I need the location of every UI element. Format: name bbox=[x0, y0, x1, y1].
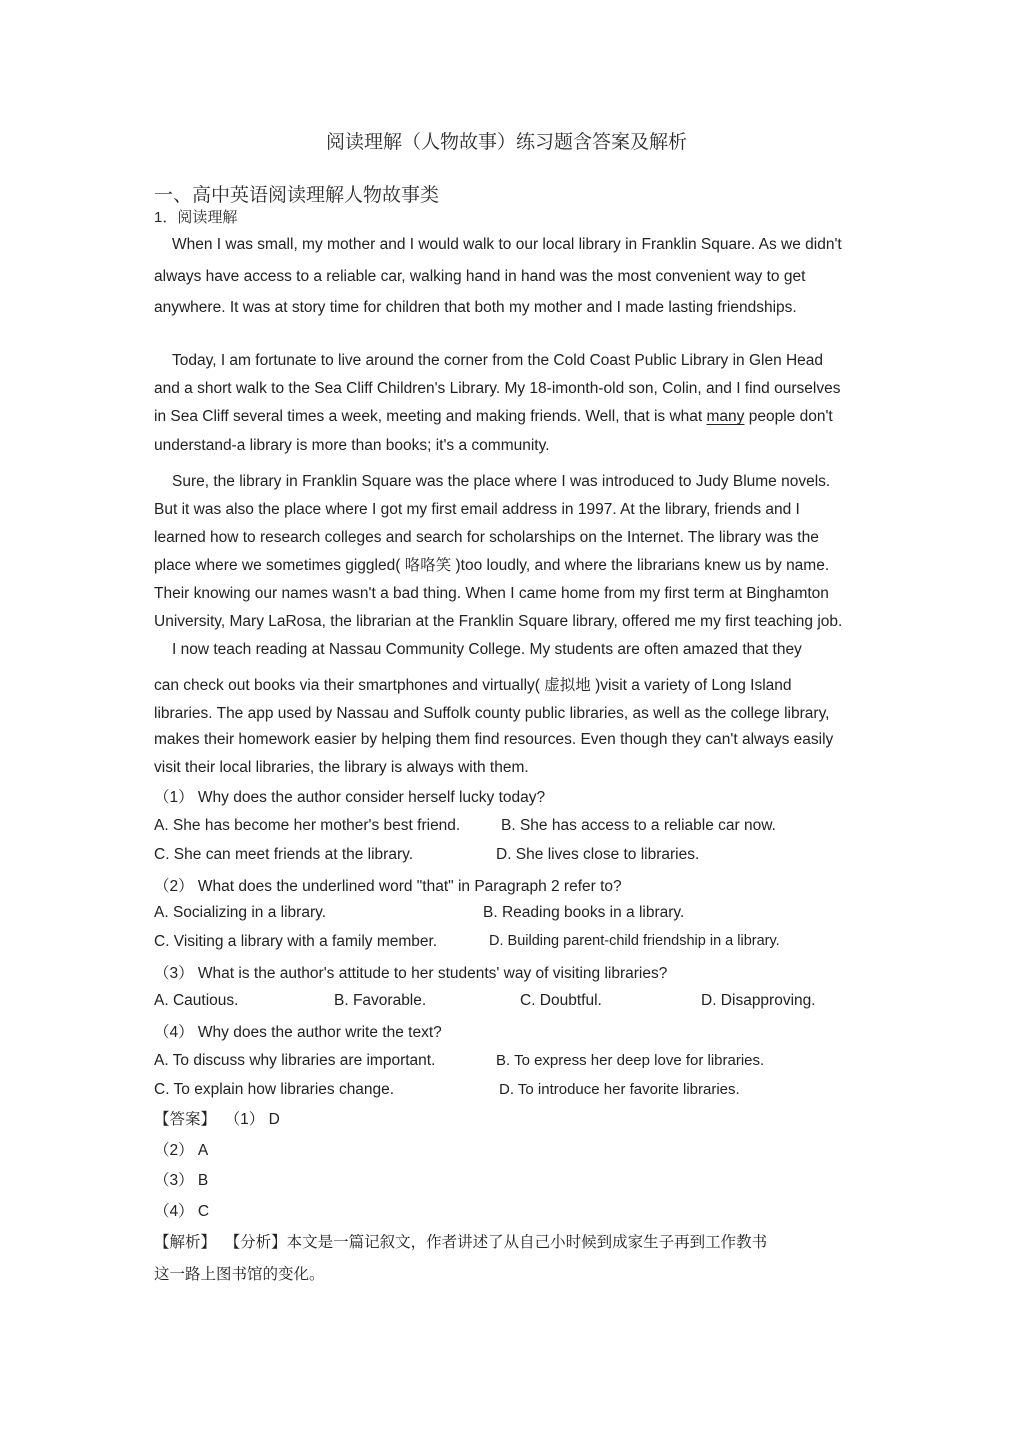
option-c: C. To explain how libraries change. bbox=[154, 1081, 395, 1098]
passage-line: Sure, the library in Franklin Square was the place where I was introduced to Judy Blume novels. bbox=[172, 473, 831, 490]
passage-line: learned how to research colleges and search for scholarships on the Internet. The library was the bbox=[154, 529, 819, 546]
option-c: C. Visiting a library with a family member. bbox=[154, 933, 438, 950]
answer-line bbox=[154, 1107, 280, 1129]
answer-value: （2） A bbox=[154, 1142, 209, 1159]
passage-text: people don't bbox=[744, 408, 833, 425]
underlined-word: many bbox=[706, 408, 745, 425]
document-title: 阅读理解（人物故事）练习题含答案及解析 bbox=[326, 132, 688, 153]
option-b: B. Reading books in a library. bbox=[483, 904, 685, 921]
question-stem: （4） Why does the author write the text? bbox=[154, 1024, 442, 1041]
option-d: D. Disapproving. bbox=[701, 992, 816, 1009]
option-b: B. Favorable. bbox=[334, 992, 427, 1009]
answer-value: （4） C bbox=[154, 1203, 210, 1220]
option-b: B. She has access to a reliable car now. bbox=[501, 817, 776, 834]
option-b: B. To express her deep love for libraries. bbox=[496, 1052, 765, 1069]
passage-line: anywhere. It was at story time for children that both my mother and I made lasting friendships. bbox=[154, 299, 797, 316]
option-a: A. Socializing in a library. bbox=[154, 904, 327, 921]
question-stem: （2） What does the underlined word "that" in Paragraph 2 refer to? bbox=[154, 878, 622, 895]
passage-line bbox=[154, 407, 833, 427]
option-d: D. To introduce her favorite libraries. bbox=[499, 1081, 740, 1098]
question-stem: （3） What is the author's attitude to her students' way of visiting libraries? bbox=[154, 965, 668, 982]
passage-line: can check out books via their smartphones and virtually( 虚拟地 )visit a variety of Long Island bbox=[154, 677, 792, 694]
passage-line: visit their local libraries, the library is always with them. bbox=[154, 759, 529, 776]
option-c: C. She can meet friends at the library. bbox=[154, 846, 414, 863]
option-a: A. She has become her mother's best friend. bbox=[154, 817, 461, 834]
analysis-label: 【解析】 bbox=[154, 1234, 217, 1251]
passage-line: University, Mary LaRosa, the librarian at the Franklin Square library, offered me my first teaching job. bbox=[154, 613, 843, 630]
option-c: C. Doubtful. bbox=[520, 992, 602, 1009]
answer-value: （1） D bbox=[224, 1111, 280, 1128]
answer-label: 【答案】 bbox=[154, 1111, 217, 1128]
item-label: 1．阅读理解 bbox=[154, 209, 238, 226]
passage-line: When I was small, my mother and I would walk to our local library in Franklin Square. As we didn't bbox=[172, 236, 842, 253]
analysis-text: 【分析】本文是一篇记叙文，作者讲述了从自己小时候到成家生子再到工作教书 bbox=[224, 1234, 768, 1251]
passage-line: Today, I am fortunate to live around the corner from the Cold Coast Public Library in Glen Head bbox=[172, 352, 824, 369]
passage-line: understand-a library is more than books; it's a community. bbox=[154, 437, 550, 454]
option-a: A. To discuss why libraries are important. bbox=[154, 1052, 436, 1069]
passage-line: Their knowing our names wasn't a bad thing. When I came home from my first term at Binghamton bbox=[154, 585, 829, 602]
analysis-text: 这一路上图书馆的变化。 bbox=[154, 1266, 325, 1283]
passage-line: and a short walk to the Sea Cliff Children's Library. My 18-imonth-old son, Colin, and I find ourselves bbox=[154, 380, 841, 397]
passage-line: always have access to a reliable car, walking hand in hand was the most convenient way to get bbox=[154, 268, 806, 285]
passage-line: libraries. The app used by Nassau and Suffolk county public libraries, as well as the college library, bbox=[154, 705, 830, 722]
option-d: D. Building parent-child friendship in a library. bbox=[489, 933, 780, 949]
passage-line: place where we sometimes giggled( 咯咯笑 )too loudly, and where the librarians knew us by name. bbox=[154, 557, 830, 574]
question-stem: （1） Why does the author consider herself lucky today? bbox=[154, 789, 546, 806]
analysis-line bbox=[154, 1230, 767, 1252]
answer-value: （3） B bbox=[154, 1172, 209, 1189]
option-d: D. She lives close to libraries. bbox=[496, 846, 700, 863]
passage-line: But it was also the place where I got my first email address in 1997. At the library, friends and I bbox=[154, 501, 800, 518]
passage-line: I now teach reading at Nassau Community College. My students are often amazed that they bbox=[172, 641, 802, 658]
passage-text: in Sea Cliff several times a week, meeting and making friends. Well, that is what bbox=[154, 408, 707, 425]
section-heading: 一、高中英语阅读理解人物故事类 bbox=[154, 185, 440, 206]
passage-line: makes their homework easier by helping them find resources. Even though they can't always easily bbox=[154, 731, 834, 748]
option-a: A. Cautious. bbox=[154, 992, 239, 1009]
